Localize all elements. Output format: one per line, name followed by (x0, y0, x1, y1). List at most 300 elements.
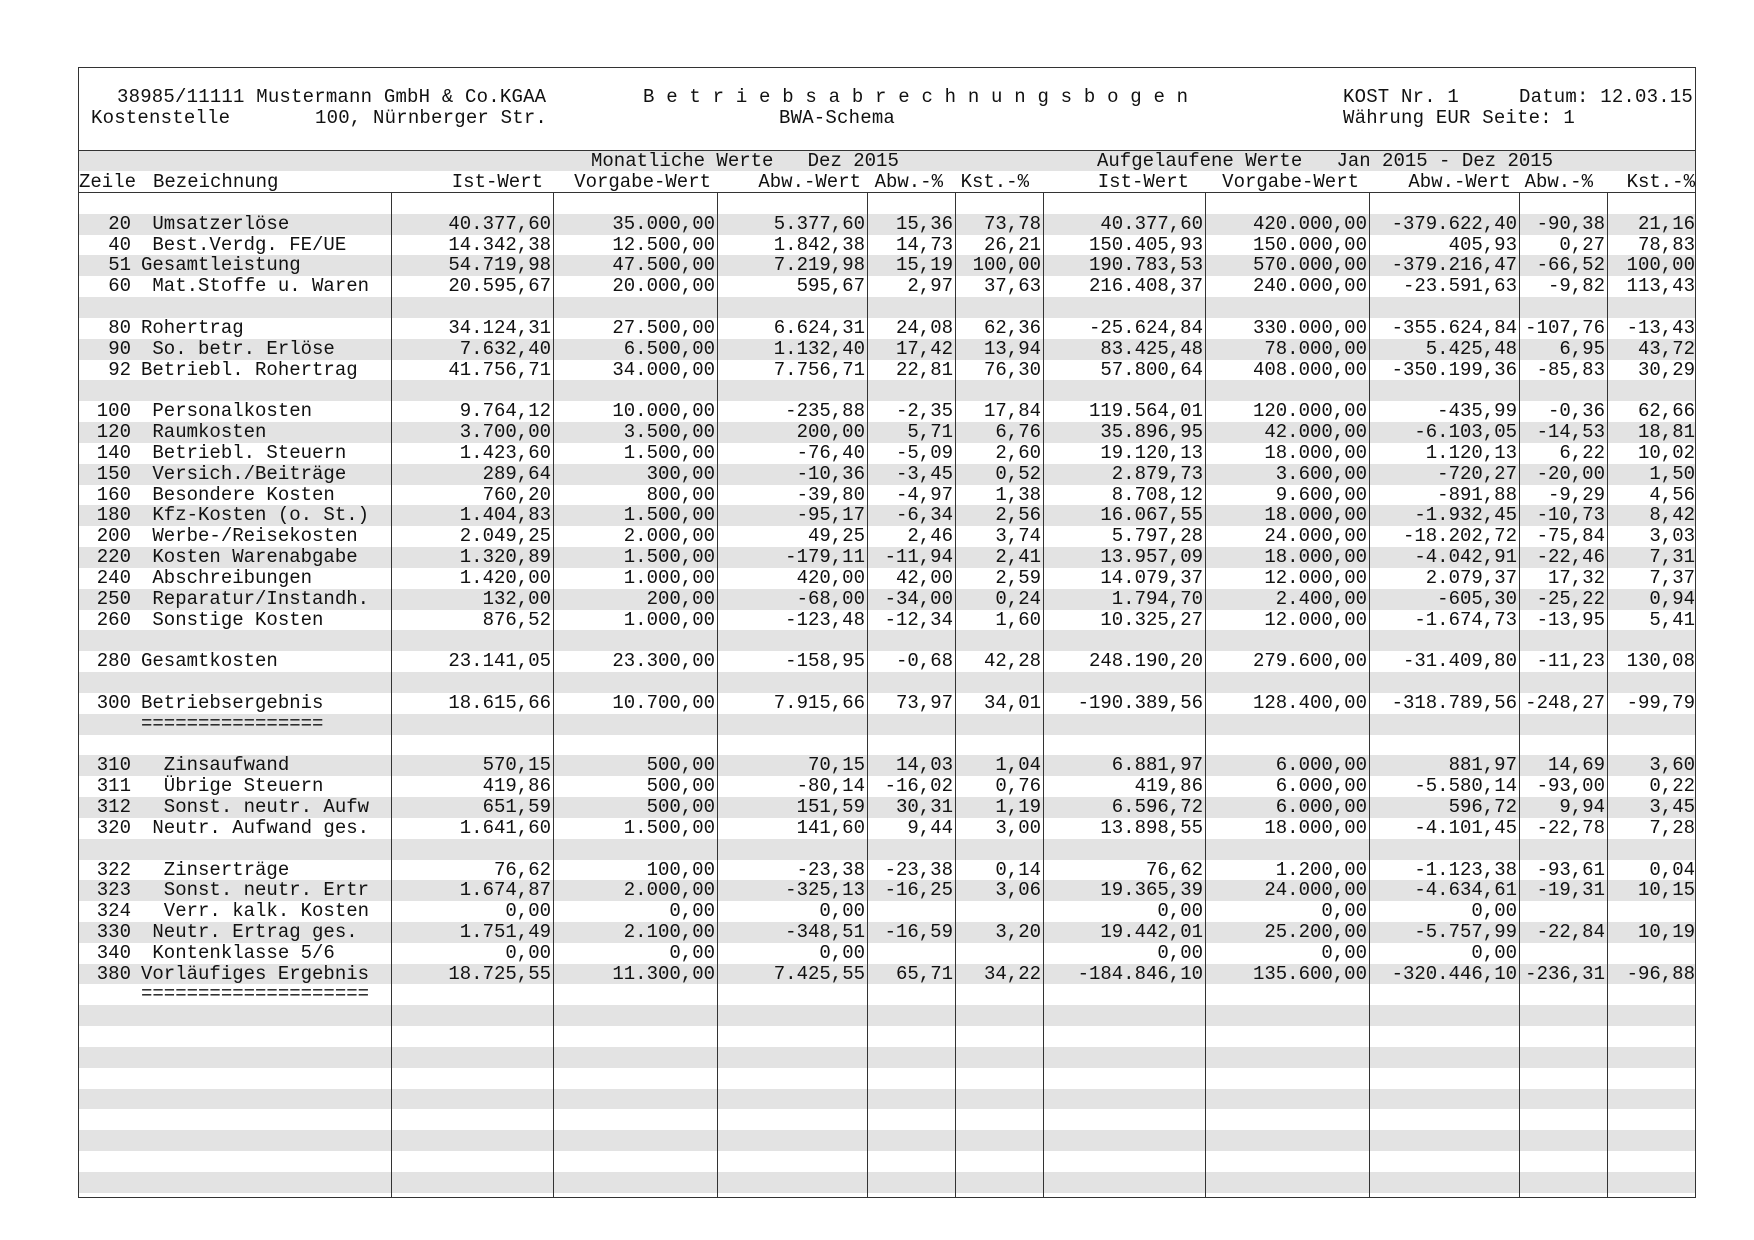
cell-abw-cumulative: -4.634,61 (1414, 879, 1517, 902)
cell-kst-monthly: 34,01 (983, 691, 1041, 714)
cell-ist-cumulative: 19.442,01 (1100, 920, 1203, 943)
table-row (79, 610, 1695, 631)
cell-ist-cumulative: 16.067,55 (1100, 504, 1203, 527)
cell-abw-monthly: 6.624,31 (773, 316, 865, 339)
row-code: 160 (96, 483, 131, 506)
cell-abwp-monthly: 5,71 (907, 421, 953, 444)
cell-abw-monthly: 1.132,40 (773, 337, 865, 360)
cell-abwp-monthly: 24,08 (895, 316, 953, 339)
cell-abw-cumulative: -4.042,91 (1414, 546, 1517, 569)
cell-vorgabe-cumulative: 12.000,00 (1264, 566, 1367, 589)
table-row (79, 901, 1695, 922)
cell-ist-monthly: 2.049,25 (459, 525, 551, 548)
cell-kst-monthly: 34,22 (983, 962, 1041, 985)
table-row (79, 401, 1695, 422)
table-row (79, 547, 1695, 568)
cell-vorgabe-cumulative: 6.000,00 (1275, 754, 1367, 777)
cell-kst-cumulative: 3,03 (1649, 525, 1695, 548)
cell-vorgabe-cumulative: 3.600,00 (1275, 462, 1367, 485)
cell-kst-cumulative: 4,56 (1649, 483, 1695, 506)
cell-ist-cumulative: 35.896,95 (1100, 421, 1203, 444)
table-row (79, 1005, 1695, 1026)
table-row (79, 672, 1695, 693)
cell-abwp-monthly: 2,46 (907, 525, 953, 548)
cell-kst-monthly: 37,63 (983, 275, 1041, 298)
cell-abw-monthly: 141,60 (796, 816, 865, 839)
cell-abw-monthly: -39,80 (796, 483, 865, 506)
cell-ist-cumulative: 13.898,55 (1100, 816, 1203, 839)
cell-vorgabe-cumulative: 18.000,00 (1264, 546, 1367, 569)
cell-abw-monthly: 151,59 (796, 796, 865, 819)
cell-kst-monthly: 13,94 (983, 337, 1041, 360)
report-sheet (78, 67, 1696, 1198)
cell-abw-monthly: -179,11 (785, 546, 865, 569)
cell-abw-monthly: -158,95 (785, 650, 865, 673)
col-abw-cumulative: Abw.-Wert (1408, 171, 1511, 193)
cell-abwp-monthly: -3,45 (895, 462, 953, 485)
cell-vorgabe-cumulative: 0,00 (1321, 941, 1367, 964)
cell-abw-cumulative: -350.199,36 (1391, 358, 1517, 381)
row-code: 300 (96, 691, 131, 714)
row-code: 324 (96, 900, 131, 923)
row-bezeichnung: Zinsaufwand (141, 754, 290, 777)
cell-abwp-monthly: -4,97 (895, 483, 953, 506)
cell-vorgabe-monthly: 12.500,00 (612, 233, 715, 256)
cell-ist-cumulative: 19.120,13 (1100, 441, 1203, 464)
cell-kst-monthly: 0,24 (995, 587, 1041, 610)
table-row (79, 255, 1695, 276)
cell-vorgabe-monthly: 2.000,00 (623, 525, 715, 548)
cell-abw-cumulative: -379.216,47 (1391, 254, 1517, 277)
report-table-body (79, 193, 1695, 1214)
cell-abw-monthly: -325,13 (785, 879, 865, 902)
cell-ist-monthly: 41.756,71 (448, 358, 551, 381)
table-row (79, 360, 1695, 381)
cell-abwp-cumulative: -107,76 (1525, 316, 1605, 339)
cell-ist-monthly: 876,52 (482, 608, 551, 631)
cell-ist-cumulative: 83.425,48 (1100, 337, 1203, 360)
cell-abw-cumulative: -720,27 (1437, 462, 1517, 485)
cell-abwp-monthly: -34,00 (884, 587, 953, 610)
cell-ist-cumulative: 76,62 (1145, 858, 1203, 881)
cell-abw-monthly: -235,88 (785, 400, 865, 423)
cell-kst-monthly: 3,20 (995, 920, 1041, 943)
cell-ist-cumulative: 119.564,01 (1088, 400, 1203, 423)
cell-vorgabe-monthly: 11.300,00 (612, 962, 715, 985)
cell-abw-monthly: 595,67 (796, 275, 865, 298)
row-bezeichnung: Reparatur/Instandh. (141, 587, 370, 610)
cell-vorgabe-cumulative: 24.000,00 (1264, 879, 1367, 902)
cell-abwp-monthly: 14,03 (895, 754, 953, 777)
cell-kst-monthly: 1,60 (995, 608, 1041, 631)
cell-abw-monthly: -123,48 (785, 608, 865, 631)
cell-vorgabe-cumulative: 18.000,00 (1264, 504, 1367, 527)
cell-abw-cumulative: -1.932,45 (1414, 504, 1517, 527)
cell-abwp-monthly: -16,25 (884, 879, 953, 902)
table-row (79, 943, 1695, 964)
table-row (79, 297, 1695, 318)
cell-vorgabe-monthly: 200,00 (646, 587, 715, 610)
cell-abw-cumulative: -318.789,56 (1391, 691, 1517, 714)
cell-vorgabe-monthly: 34.000,00 (612, 358, 715, 381)
cell-vorgabe-cumulative: 42.000,00 (1264, 421, 1367, 444)
table-row (79, 380, 1695, 401)
cell-abwp-monthly: 2,97 (907, 275, 953, 298)
cell-vorgabe-monthly: 0,00 (669, 900, 715, 923)
col-abw-monthly: Abw.-Wert (758, 171, 861, 193)
cell-ist-monthly: 1.674,87 (459, 879, 551, 902)
cell-abw-monthly: 70,15 (807, 754, 865, 777)
cell-ist-cumulative: 8.708,12 (1111, 483, 1203, 506)
cell-ist-monthly: 9.764,12 (459, 400, 551, 423)
cell-abwp-monthly: 30,31 (895, 796, 953, 819)
cell-abwp-cumulative: -11,23 (1536, 650, 1605, 673)
table-row (79, 193, 1695, 214)
table-row (79, 1068, 1695, 1089)
cell-kst-cumulative: 3,45 (1649, 796, 1695, 819)
cell-ist-monthly: 1.423,60 (459, 441, 551, 464)
cell-kst-cumulative: 10,15 (1637, 879, 1695, 902)
cell-kst-monthly: 6,76 (995, 421, 1041, 444)
cell-ist-cumulative: -184.846,10 (1077, 962, 1203, 985)
col-zeile: Zeile (79, 171, 137, 193)
cell-ist-monthly: 760,20 (482, 483, 551, 506)
col-kst-cumulative: Kst.-% (1626, 171, 1695, 193)
cell-kst-monthly: 1,19 (995, 796, 1041, 819)
cell-vorgabe-monthly: 1.500,00 (623, 504, 715, 527)
cell-abw-cumulative: -605,30 (1437, 587, 1517, 610)
col-abwp-monthly: Abw.-% (874, 171, 943, 193)
cell-ist-cumulative: 19.365,39 (1100, 879, 1203, 902)
cell-vorgabe-cumulative: 570.000,00 (1252, 254, 1367, 277)
cell-kst-monthly: 2,59 (995, 566, 1041, 589)
cell-ist-cumulative: 2.879,73 (1111, 462, 1203, 485)
cell-abw-monthly: 0,00 (819, 941, 865, 964)
cell-kst-monthly: 26,21 (983, 233, 1041, 256)
cell-abw-cumulative: 5.425,48 (1425, 337, 1517, 360)
cell-abw-monthly: 7.425,55 (773, 962, 865, 985)
cell-vorgabe-cumulative: 25.200,00 (1264, 920, 1367, 943)
cell-vorgabe-monthly: 1.500,00 (623, 546, 715, 569)
table-row (79, 839, 1695, 860)
cell-ist-cumulative: -25.624,84 (1088, 316, 1203, 339)
table-row (79, 1089, 1695, 1110)
column-divider (867, 193, 868, 1197)
table-row (79, 630, 1695, 651)
cell-abw-cumulative: -891,88 (1437, 483, 1517, 506)
cell-vorgabe-cumulative: 408.000,00 (1252, 358, 1367, 381)
cell-abwp-cumulative: -22,78 (1536, 816, 1605, 839)
column-divider (1205, 193, 1206, 1197)
cell-abw-monthly: 7.915,66 (773, 691, 865, 714)
cell-vorgabe-cumulative: 240.000,00 (1252, 275, 1367, 298)
table-row (79, 651, 1695, 672)
cell-kst-monthly: 3,74 (995, 525, 1041, 548)
cell-abwp-cumulative: -10,73 (1536, 504, 1605, 527)
cell-kst-monthly: 1,04 (995, 754, 1041, 777)
table-row (79, 735, 1695, 756)
cell-abw-monthly: -23,38 (796, 858, 865, 881)
cell-ist-monthly: 20.595,67 (448, 275, 551, 298)
cell-abwp-monthly: -11,94 (884, 546, 953, 569)
cell-ist-monthly: 3.700,00 (459, 421, 551, 444)
cell-abw-cumulative: 1.120,13 (1425, 441, 1517, 464)
cell-abw-cumulative: -18.202,72 (1402, 525, 1517, 548)
column-divider (955, 193, 956, 1197)
row-code: 240 (96, 566, 131, 589)
cell-abw-cumulative: -6.103,05 (1414, 421, 1517, 444)
row-bezeichnung: ================ (141, 712, 324, 735)
cell-abw-monthly: 7.756,71 (773, 358, 865, 381)
cell-kst-monthly: 76,30 (983, 358, 1041, 381)
row-code: 150 (96, 462, 131, 485)
cell-vorgabe-monthly: 6.500,00 (623, 337, 715, 360)
cell-vorgabe-cumulative: 2.400,00 (1275, 587, 1367, 610)
table-row (79, 1109, 1695, 1130)
row-code: 280 (96, 650, 131, 673)
cell-abwp-cumulative: 14,69 (1547, 754, 1605, 777)
col-kst-monthly: Kst.-% (960, 171, 1029, 193)
table-row (79, 276, 1695, 297)
cell-abwp-monthly: 15,19 (895, 254, 953, 277)
cell-ist-monthly: 132,00 (482, 587, 551, 610)
cell-kst-cumulative: 3,60 (1649, 754, 1695, 777)
cell-ist-cumulative: 6.596,72 (1111, 796, 1203, 819)
cell-abwp-monthly: -16,02 (884, 775, 953, 798)
table-row (79, 818, 1695, 839)
cell-abwp-cumulative: -25,22 (1536, 587, 1605, 610)
cell-abwp-monthly: 15,36 (895, 212, 953, 235)
cell-ist-monthly: 1.420,00 (459, 566, 551, 589)
cell-ist-monthly: 7.632,40 (459, 337, 551, 360)
cell-abw-monthly: -80,14 (796, 775, 865, 798)
row-code: 320 (96, 816, 131, 839)
row-code: 322 (96, 858, 131, 881)
cell-abwp-cumulative: -236,31 (1525, 962, 1605, 985)
cell-abwp-cumulative: -93,00 (1536, 775, 1605, 798)
cell-kst-monthly: 17,84 (983, 400, 1041, 423)
cell-abwp-cumulative: -0,36 (1547, 400, 1605, 423)
cell-vorgabe-monthly: 1.000,00 (623, 608, 715, 631)
cell-ist-cumulative: 248.190,20 (1088, 650, 1203, 673)
cell-vorgabe-monthly: 47.500,00 (612, 254, 715, 277)
cell-vorgabe-monthly: 300,00 (646, 462, 715, 485)
cell-ist-monthly: 419,86 (482, 775, 551, 798)
cell-abw-monthly: 0,00 (819, 900, 865, 923)
cell-vorgabe-monthly: 500,00 (646, 775, 715, 798)
cell-abwp-cumulative: -9,29 (1547, 483, 1605, 506)
col-vorgabe-monthly: Vorgabe-Wert (574, 171, 711, 193)
table-row (79, 318, 1695, 339)
cell-abwp-cumulative: 9,94 (1559, 796, 1605, 819)
cell-abwp-monthly: 65,71 (895, 962, 953, 985)
table-row (79, 860, 1695, 881)
cell-abw-monthly: -348,51 (785, 920, 865, 943)
row-bezeichnung: Raumkosten (141, 421, 267, 444)
cell-abw-monthly: -95,17 (796, 504, 865, 527)
group-cumulative: Aufgelaufene Werte Jan 2015 - Dez 2015 (1097, 150, 1554, 172)
cell-ist-monthly: 0,00 (505, 941, 551, 964)
cell-abw-cumulative: -1.123,38 (1414, 858, 1517, 881)
cell-vorgabe-monthly: 35.000,00 (612, 212, 715, 235)
table-row (79, 1151, 1695, 1172)
cell-abw-cumulative: 881,97 (1448, 754, 1517, 777)
cell-ist-cumulative: 5.797,28 (1111, 525, 1203, 548)
table-row (79, 755, 1695, 776)
cell-abwp-cumulative: -75,84 (1536, 525, 1605, 548)
row-code: 323 (96, 879, 131, 902)
cell-ist-monthly: 76,62 (493, 858, 551, 881)
table-row (79, 568, 1695, 589)
row-bezeichnung: Verr. kalk. Kosten (141, 900, 370, 923)
cell-ist-cumulative: 150.405,93 (1088, 233, 1203, 256)
cell-vorgabe-cumulative: 6.000,00 (1275, 796, 1367, 819)
cell-ist-cumulative: 216.408,37 (1088, 275, 1203, 298)
cell-kst-cumulative: -99,79 (1626, 691, 1695, 714)
cell-ist-monthly: 1.404,83 (459, 504, 551, 527)
cell-kst-monthly: 0,14 (995, 858, 1041, 881)
report-subtitle: BWA-Schema (779, 107, 896, 129)
cell-kst-cumulative: 113,43 (1626, 275, 1695, 298)
table-row (79, 922, 1695, 943)
cell-ist-monthly: 1.751,49 (459, 920, 551, 943)
table-row (79, 443, 1695, 464)
cell-vorgabe-cumulative: 128.400,00 (1252, 691, 1367, 714)
table-row (79, 693, 1695, 714)
cell-vorgabe-monthly: 0,00 (669, 941, 715, 964)
cell-kst-cumulative: 5,41 (1649, 608, 1695, 631)
col-abwp-cumulative: Abw.-% (1524, 171, 1593, 193)
cell-ist-cumulative: 419,86 (1134, 775, 1203, 798)
row-bezeichnung: Gesamtleistung (141, 254, 301, 277)
cell-ist-monthly: 1.641,60 (459, 816, 551, 839)
cell-ist-monthly: 14.342,38 (448, 233, 551, 256)
cell-kst-cumulative: 1,50 (1649, 462, 1695, 485)
cell-abwp-monthly: -5,09 (895, 441, 953, 464)
row-bezeichnung: Abschreibungen (141, 566, 313, 589)
cell-kst-cumulative: -96,88 (1626, 962, 1695, 985)
row-bezeichnung: Kontenklasse 5/6 (141, 941, 335, 964)
cell-ist-monthly: 1.320,89 (459, 546, 551, 569)
cell-abwp-monthly: -6,34 (895, 504, 953, 527)
table-row (79, 339, 1695, 360)
table-row (79, 1130, 1695, 1151)
cell-vorgabe-cumulative: 330.000,00 (1252, 316, 1367, 339)
cell-kst-monthly: 2,60 (995, 441, 1041, 464)
column-divider (717, 193, 718, 1197)
cell-ist-cumulative: 6.881,97 (1111, 754, 1203, 777)
cell-ist-cumulative: 57.800,64 (1100, 358, 1203, 381)
cell-kst-cumulative: 43,72 (1637, 337, 1695, 360)
cell-vorgabe-cumulative: 18.000,00 (1264, 816, 1367, 839)
cell-vorgabe-monthly: 2.100,00 (623, 920, 715, 943)
row-bezeichnung: Besondere Kosten (141, 483, 335, 506)
row-code: 60 (108, 275, 131, 298)
row-code: 140 (96, 441, 131, 464)
row-code: 90 (108, 337, 131, 360)
row-code: 220 (96, 546, 131, 569)
cell-ist-monthly: 570,15 (482, 754, 551, 777)
row-code: 92 (108, 358, 131, 381)
cell-kst-cumulative: 8,42 (1649, 504, 1695, 527)
row-bezeichnung: Werbe-/Reisekosten (141, 525, 358, 548)
cell-vorgabe-cumulative: 1.200,00 (1275, 858, 1367, 881)
report-date: Datum: 12.03.15 (1519, 86, 1694, 108)
cell-abw-cumulative: 0,00 (1471, 941, 1517, 964)
table-row (79, 1047, 1695, 1068)
cell-abwp-monthly: -2,35 (895, 400, 953, 423)
cell-kst-monthly: 3,00 (995, 816, 1041, 839)
cell-kst-cumulative: 130,08 (1626, 650, 1695, 673)
cell-ist-cumulative: 1.794,70 (1111, 587, 1203, 610)
cell-abwp-cumulative: -13,95 (1536, 608, 1605, 631)
row-code: 180 (96, 504, 131, 527)
cell-vorgabe-cumulative: 0,00 (1321, 900, 1367, 923)
row-bezeichnung: Betriebl. Steuern (141, 441, 347, 464)
col-ist-monthly: Ist-Wert (451, 171, 543, 193)
cell-abw-monthly: -10,36 (796, 462, 865, 485)
cell-kst-monthly: 2,41 (995, 546, 1041, 569)
row-code: 100 (96, 400, 131, 423)
row-bezeichnung: Versich./Beiträge (141, 462, 347, 485)
row-bezeichnung: Betriebsergebnis (141, 691, 324, 714)
cell-kst-cumulative: 18,81 (1637, 421, 1695, 444)
row-code: 80 (108, 316, 131, 339)
row-bezeichnung: ==================== (141, 983, 370, 1006)
cell-abwp-monthly: 17,42 (895, 337, 953, 360)
cell-abw-cumulative: -435,99 (1437, 400, 1517, 423)
cell-abwp-monthly: 22,81 (895, 358, 953, 381)
cell-ist-monthly: 289,64 (482, 462, 551, 485)
row-bezeichnung: Sonst. neutr. Aufw (141, 796, 370, 819)
cell-kst-monthly: 0,76 (995, 775, 1041, 798)
cell-ist-cumulative: 0,00 (1157, 900, 1203, 923)
cell-kst-monthly: 42,28 (983, 650, 1041, 673)
row-bezeichnung: Vorläufiges Ergebnis (141, 962, 370, 985)
cell-vorgabe-monthly: 1.500,00 (623, 441, 715, 464)
cell-vorgabe-cumulative: 420.000,00 (1252, 212, 1367, 235)
cell-vorgabe-cumulative: 120.000,00 (1252, 400, 1367, 423)
cell-kst-monthly: 62,36 (983, 316, 1041, 339)
cell-vorgabe-monthly: 500,00 (646, 796, 715, 819)
cell-abw-monthly: 49,25 (807, 525, 865, 548)
row-bezeichnung: Kosten Warenabgabe (141, 546, 358, 569)
table-row (79, 422, 1695, 443)
column-divider (553, 193, 554, 1197)
currency-page: Währung EUR Seite: 1 (1343, 107, 1576, 129)
cell-abwp-cumulative: -66,52 (1536, 254, 1605, 277)
cell-abwp-cumulative: -20,00 (1536, 462, 1605, 485)
cell-abwp-monthly: -23,38 (884, 858, 953, 881)
cell-kst-monthly: 2,56 (995, 504, 1041, 527)
row-code: 250 (96, 587, 131, 610)
cell-vorgabe-cumulative: 135.600,00 (1252, 962, 1367, 985)
row-bezeichnung: Rohertrag (141, 316, 244, 339)
table-row (79, 880, 1695, 901)
table-row (79, 214, 1695, 235)
cell-abw-monthly: 5.377,60 (773, 212, 865, 235)
row-code: 340 (96, 941, 131, 964)
table-row (79, 1172, 1695, 1193)
cell-ist-monthly: 0,00 (505, 900, 551, 923)
cell-abw-cumulative: -5.580,14 (1414, 775, 1517, 798)
cell-ist-monthly: 23.141,05 (448, 650, 551, 673)
cell-abw-monthly: -76,40 (796, 441, 865, 464)
table-row (79, 505, 1695, 526)
report-title: B e t r i e b s a b r e c h n u n g s b o g e n (643, 86, 1189, 108)
cell-ist-cumulative: -190.389,56 (1077, 691, 1203, 714)
cell-abwp-monthly: 42,00 (895, 566, 953, 589)
